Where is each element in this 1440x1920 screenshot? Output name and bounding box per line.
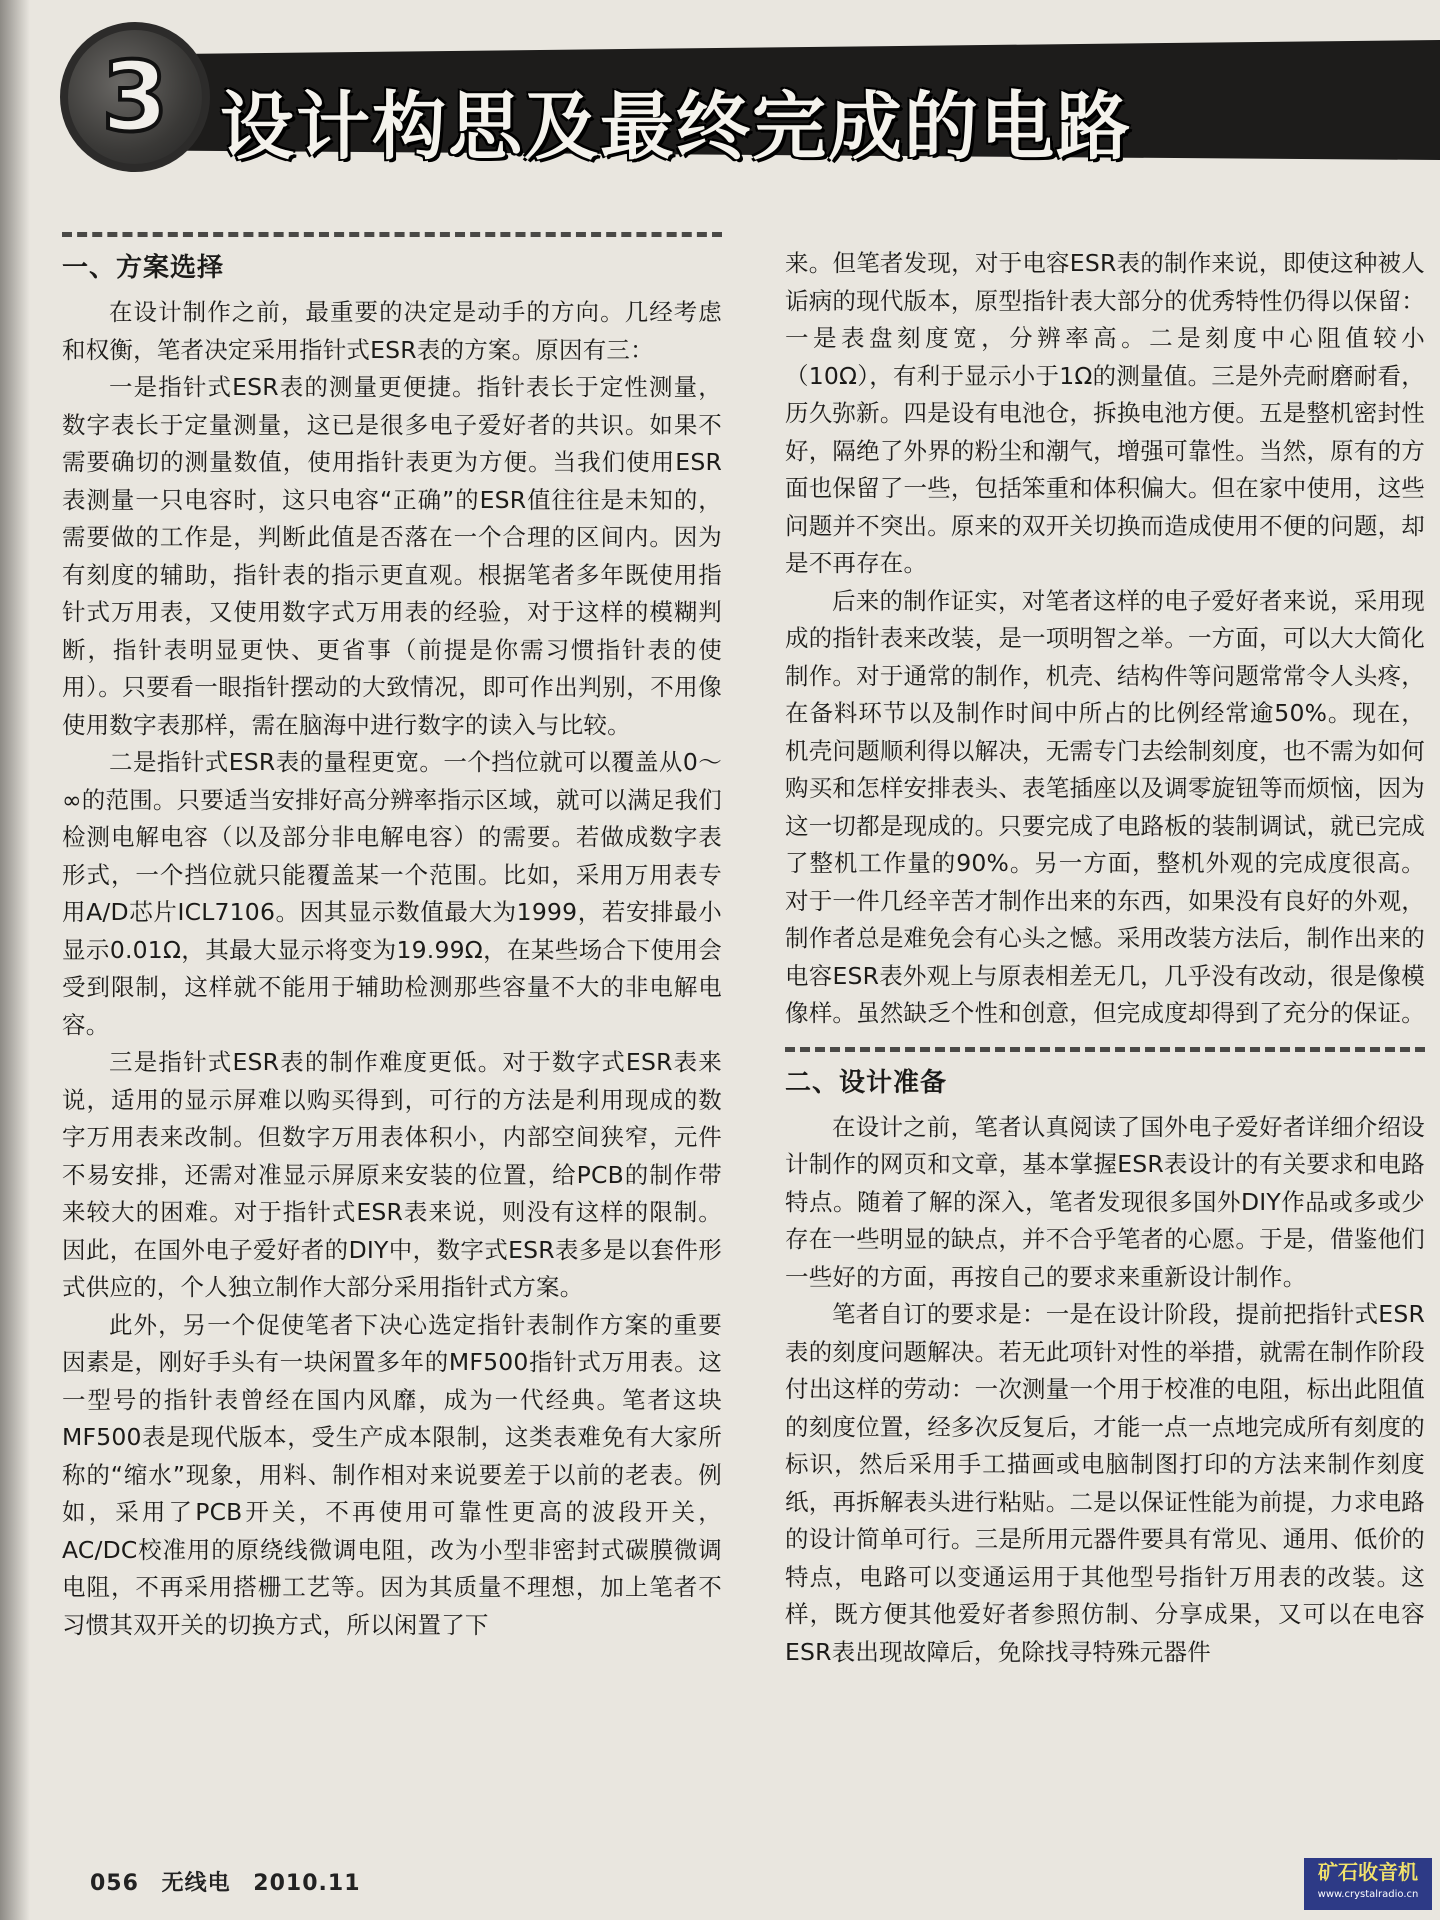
section-divider: [785, 1047, 1425, 1052]
page-number: 056: [90, 1871, 139, 1896]
watermark-url: www.crystalradio.cn: [1317, 1889, 1419, 1900]
paragraph: 在设计之前，笔者认真阅读了国外电子爱好者详细介绍设计制作的网页和文章，基本掌握ESR表设计的有关要求和电路特点。随着了解的深入，笔者发现很多国外DIY作品或多或少存在一些明显的缺点，并不合乎笔者的心愿。于是，借鉴他们一些好的方面，再按自己的要求来重新设计制作。: [785, 1112, 1425, 1291]
site-watermark: [1304, 1858, 1432, 1910]
section-divider: [62, 232, 722, 237]
watermark-name: 矿石收音机: [1318, 1860, 1418, 1884]
paragraph: 后来的制作证实，对笔者这样的电子爱好者来说，采用现成的指针表来改装，是一项明智之举。一方面，可以大大简化制作。对于通常的制作，机壳、结构件等问题常常令人头疼，在备料环节以及制作时间中所占的比例经常逾50%。现在，机壳问题顺利得以解决，无需专门去绘制刻度，也不需为如何购买和怎样安排表头、表笔插座以及调零旋钮等而烦恼，因为这一切都是现成的。只要完成了电路板的装制调试，就已完成了整机工作量的90%。另一方面，整机外观的完成度很高。对于一件几经辛苦才制作出来的东西，如果没有良好的外观，制作者总是难免会有心头之憾。采用改装方法后，制作出来的电容ESR表外观上与原表相差无几，几乎没有改动，很是像模像样。虽然缺乏个性和创意，但完成度却得到了充分的保证。: [785, 586, 1425, 1027]
issue-date: 2010.11: [253, 1871, 361, 1896]
section-heading-preparation: 二、设计准备: [785, 1067, 948, 1098]
paragraph: 在设计制作之前，最重要的决定是动手的方向。几经考虑和权衡，笔者决定采用指针式ESR表的方案。原因有三：: [62, 298, 722, 364]
paragraph: 三是指针式ESR表的制作难度更低。对于数字式ESR表来说，适用的显示屏难以购买得到，可行的方法是利用现成的数字万用表来改制。但数字万用表体积小，内部空间狭窄，元件不易安排，还需对准显示屏原来安装的位置，给PCB的制作带来较大的困难。对于指针式ESR表来说，则没有这样的限制。因此，在国外电子爱好者的DIY中，数字式ESR表多是以套件形式供应的，个人独立制作大部分采用指针式方案。: [62, 1048, 722, 1301]
paragraph: 一是指针式ESR表的测量更便捷。指针表长于定性测量，数字表长于定量测量，这已是很多电子爱好者的共识。如果不需要确切的测量数值，使用指针表更为方便。当我们使用ESR表测量一只电容时，这只电容“正确”的ESR值往往是未知的，需要做的工作是，判断此值是否落在一个合理的区间内。因为有刻度的辅助，指针表的指示更直观。根据笔者多年既使用指针式万用表，又使用数字式万用表的经验，对于这样的模糊判断，指针表明显更快、更省事（前提是你需习惯指针表的使用）。只要看一眼指针摆动的大致情况，即可作出判别，不用像使用数字表那样，需在脑海中进行数字的读入与比较。: [62, 373, 722, 739]
magazine-name: 无线电: [161, 1871, 231, 1896]
paragraph: 二是指针式ESR表的量程更宽。一个挡位就可以覆盖从0～∞的范围。只要适当安排好高分辨率指示区域，就可以满足我们检测电解电容（以及部分非电解电容）的需要。若做成数字表形式，一个挡位就只能覆盖某一个范围。比如，采用万用表专用A/D芯片ICL7106。因其显示数值最大为1999，若安排最小显示0.01Ω，其最大显示将变为19.99Ω，在某些场合下使用会受到限制，这样就不能用于辅助检测那些容量不大的非电解电容。: [62, 748, 722, 1039]
section-number: 3: [101, 41, 169, 153]
left-column: [62, 232, 722, 1644]
paragraph: 笔者自订的要求是：一是在设计阶段，提前把指针式ESR表的刻度问题解决。若无此项针对性的举措，就需在制作阶段付出这样的劳动：一次测量一个用于校准的电阻，标出此阻值的刻度位置，经多次反复后，才能一点一点地完成所有刻度的标识，然后采用手工描画或电脑制图打印的方法来制作刻度纸，再拆解表头进行粘贴。二是以保证性能为前提，力求电路的设计简单可行。三是所用元器件要具有常见、通用、低价的特点，电路可以变通运用于其他型号指针万用表的改装。这样，既方便其他爱好者参照仿制、分享成果，又可以在电容ESR表出现故障后，免除找寻特殊元器件: [785, 1300, 1425, 1666]
section-number-badge: [60, 22, 210, 172]
page-title: 设计构思及最终完成的电路: [220, 84, 1132, 170]
paragraph: 此外，另一个促使笔者下决心选定指针表制作方案的重要因素是，刚好手头有一块闲置多年的MF500指针式万用表。这一型号的指针表曾经在国内风靡，成为一代经典。笔者这块MF500表是现代版本，受生产成本限制，这类表难免有大家所称的“缩水”现象，用料、制作相对来说要差于以前的老表。例如，采用了PCB开关，不再使用可靠性更高的波段开关，AC/DC校准用的原绕线微调电阻，改为小型非密封式碳膜微调电阻，不再采用搭栅工艺等。因为其质量不理想，加上笔者不习惯其双开关的切换方式，所以闲置了下: [62, 1310, 722, 1639]
page-footer: [90, 1866, 375, 1897]
page-edge-shadow: [0, 0, 30, 1920]
paragraph: 来。但笔者发现，对于电容ESR表的制作来说，即使这种被人诟病的现代版本，原型指针表大部分的优秀特性仍得以保留：一是表盘刻度宽，分辨率高。二是刻度中心阻值较小（10Ω），有利于显示小于1Ω的测量值。三是外壳耐磨耐看，历久弥新。四是设有电池仓，拆换电池方便。五是整机密封性好，隔绝了外界的粉尘和潮气，增强可靠性。当然，原有的方面也保留了一些，包括笨重和体积偏大。但在家中使用，这些问题并不突出。原来的双开关切换而造成使用不便的问题，却是不再存在。: [785, 249, 1425, 577]
right-column: [785, 245, 1425, 1671]
section-heading-scheme: 一、方案选择: [62, 253, 225, 283]
